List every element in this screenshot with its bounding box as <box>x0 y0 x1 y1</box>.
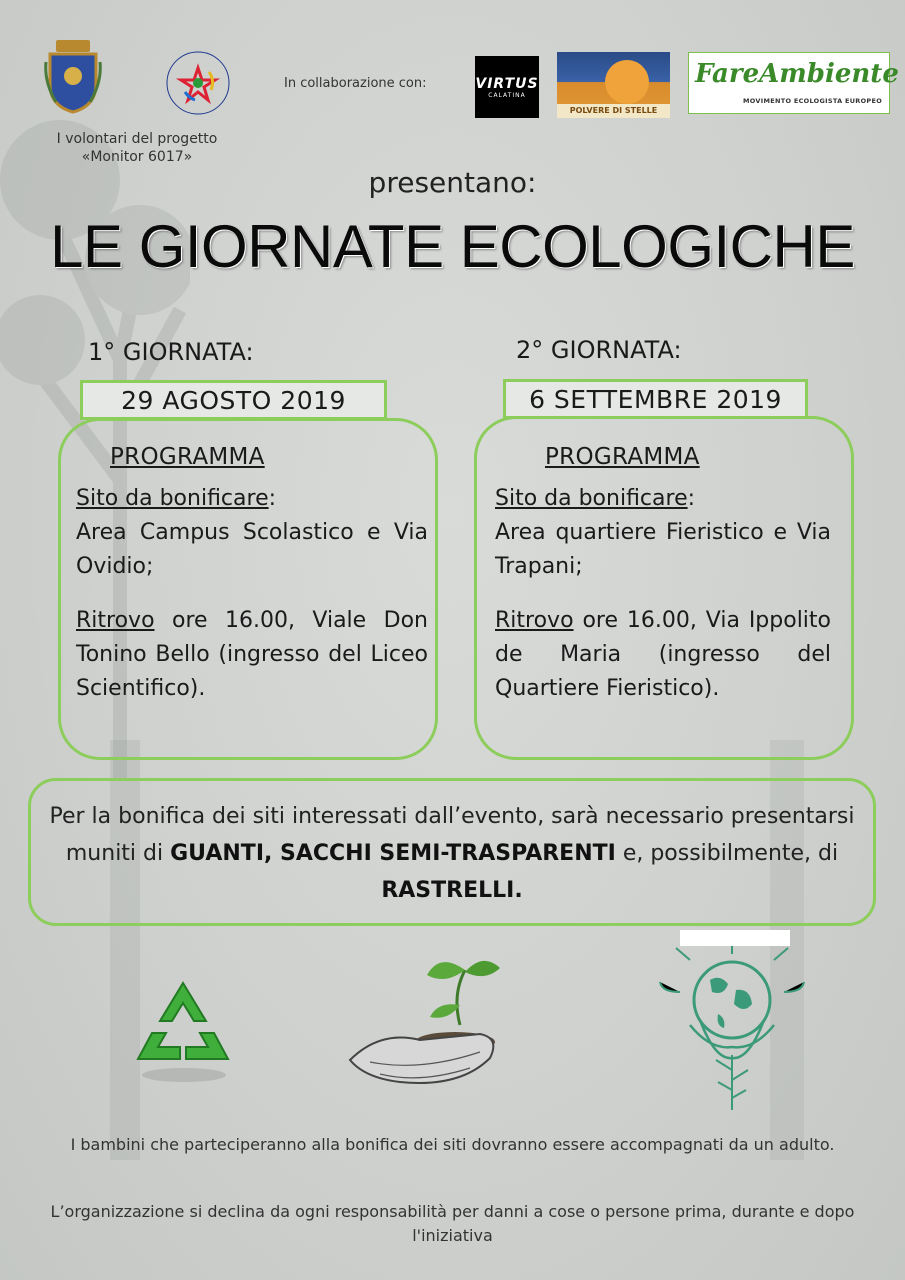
volontari-line2: «Monitor 6017» <box>81 149 193 165</box>
notice-part2: e, possibilmente, di <box>622 841 839 866</box>
fareambiente-name: FareAmbiente <box>695 59 899 89</box>
moon-icon <box>605 60 649 104</box>
volontari-caption <box>42 130 232 166</box>
day1-programma: PROGRAMMA <box>110 444 265 470</box>
day1-sito-label: Sito da bonificare <box>76 486 269 511</box>
servizio-civile-logo <box>165 50 231 116</box>
virtus-sub: CALATINA <box>488 91 526 99</box>
plant-in-hand-icon <box>340 950 510 1100</box>
day1-date: 29 AGOSTO 2019 <box>80 380 387 420</box>
day2-label: 2° GIORNATA: <box>516 336 682 364</box>
day1-ritrovo-label: Ritrovo <box>76 608 155 633</box>
virtus-name: VIRTUS <box>475 75 539 92</box>
polvere-name: POLVERE DI STELLE <box>557 104 670 118</box>
day2-sito-label: Sito da bonificare <box>495 486 688 511</box>
volontari-line1: I volontari del progetto <box>56 131 218 147</box>
day2-programma: PROGRAMMA <box>545 444 700 470</box>
fareambiente-logo <box>688 52 899 114</box>
earth-in-hands-icon <box>640 930 825 1115</box>
footer-disclaimer: L’organizzazione si declina da ogni responsabilità per danni a cose o persone prima, durante e dopo l'iniziativa <box>50 1202 855 1245</box>
day1-details: Sito da bonificare: Area Campus Scolastico e Via Ovidio; Ritrovo ore 16.00, Viale Don Tonino Bello (ingresso del Liceo Scientifico). <box>76 486 428 701</box>
virtus-calatina-logo <box>475 56 539 118</box>
footer-children-note: I bambini che parteciperanno alla bonifica dei siti dovranno essere accompagnati da un adulto. <box>70 1135 835 1154</box>
day1-label: 1° GIORNATA: <box>88 338 254 366</box>
page-title: LE GIORNATE ECOLOGICHE <box>50 213 855 280</box>
polvere-di-stelle-logo <box>557 52 670 118</box>
notice-bold-guanti: GUANTI, SACCHI SEMI-TRASPARENTI <box>170 841 616 866</box>
notice-part1: Per la bonifica dei siti interessati dall’evento, sarà necessario presentarsi muniti di <box>49 804 855 866</box>
recycle-icon <box>128 975 238 1085</box>
municipal-crest-icon <box>44 38 102 114</box>
collaboration-label: In collaborazione con: <box>284 76 427 91</box>
day2-date: 6 SETTEMBRE 2019 <box>503 379 808 419</box>
day2-sito-text: Area quartiere Fieristico e Via Trapani; <box>495 520 831 579</box>
presentano-heading: presentano: <box>368 166 537 199</box>
day2-details: Sito da bonificare: Area quartiere Fieristico e Via Trapani; Ritrovo ore 16.00, Via Ippolito de Maria (ingresso del Quartiere Fieristico). <box>495 486 832 701</box>
notice-text <box>44 798 860 909</box>
servizio-civile-star-icon <box>165 50 231 116</box>
day2-ritrovo-text: ore 16.00, Via Ippolito de Maria (ingresso del Quartiere Fieristico). <box>495 608 832 701</box>
notice-bold-rastrelli: RASTRELLI. <box>381 878 523 903</box>
day2-ritrovo-label: Ritrovo <box>495 608 574 633</box>
day1-ritrovo-text: ore 16.00, Viale Don Tonino Bello (ingresso del Liceo Scientifico). <box>76 608 428 701</box>
day1-sito-text: Area Campus Scolastico e Via Ovidio; <box>76 520 428 579</box>
fareambiente-sub: MOVIMENTO ECOLOGISTA EUROPEO <box>743 97 883 105</box>
